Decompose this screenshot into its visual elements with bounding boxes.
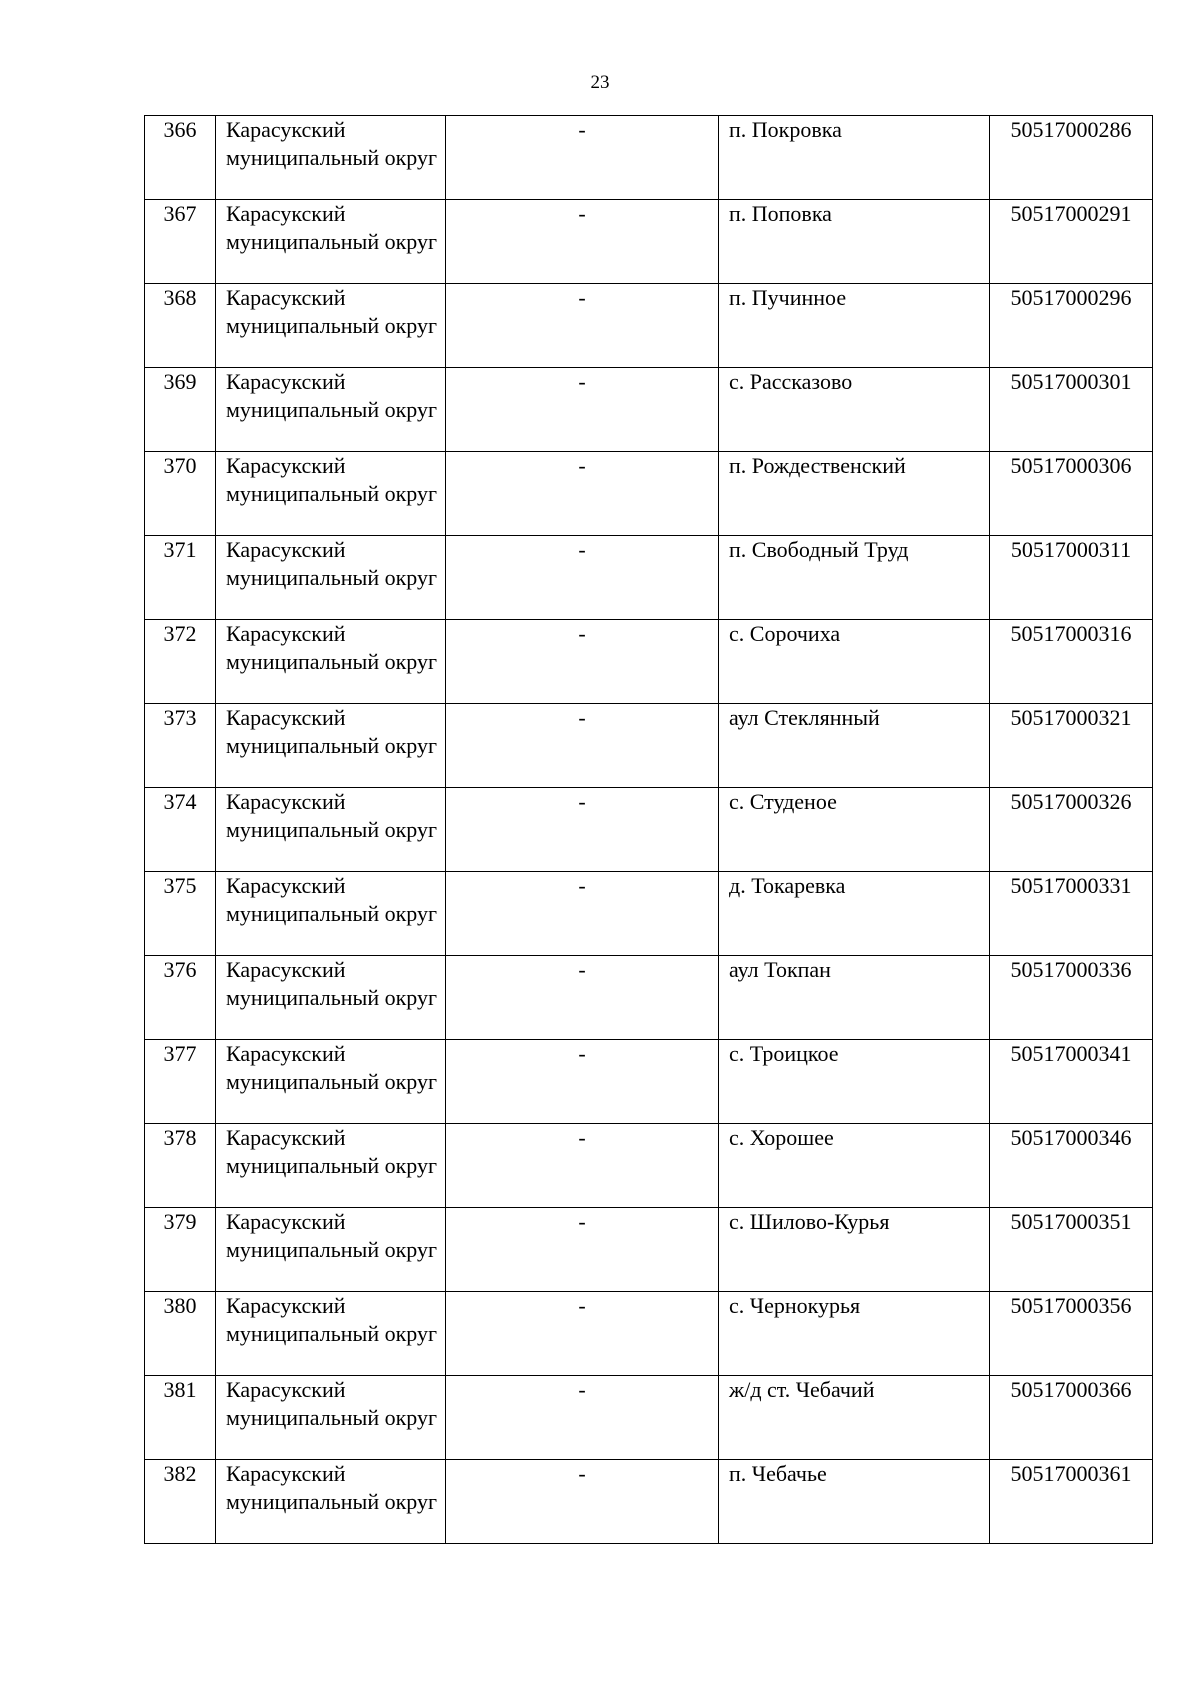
locality-cell-text: п. Свободный Труд: [729, 537, 909, 562]
settlement-cell: [446, 620, 719, 704]
row-number-cell-text: 372: [163, 621, 197, 646]
row-number-cell: [145, 1040, 216, 1124]
row-number-cell-text: 370: [163, 453, 197, 478]
municipality-cell-text: Карасукский муниципальный округ: [226, 873, 438, 926]
row-number-cell-text: 375: [163, 873, 197, 898]
locality-cell: [719, 1208, 990, 1292]
locality-cell: [719, 368, 990, 452]
row-number-cell: [145, 1124, 216, 1208]
municipality-cell: [216, 200, 446, 284]
settlement-cell-text: -: [578, 453, 586, 478]
oktmo-code-cell-text: 50517000286: [1010, 117, 1132, 142]
table-row: [145, 620, 1153, 704]
settlements-table: [144, 115, 1153, 1544]
oktmo-code-cell: [990, 620, 1153, 704]
municipality-cell-text: Карасукский муниципальный округ: [226, 1125, 438, 1178]
table-row: [145, 788, 1153, 872]
table-row: [145, 368, 1153, 452]
locality-cell-text: с. Чернокурья: [729, 1293, 861, 1318]
table-row: [145, 956, 1153, 1040]
oktmo-code-cell-text: 50517000311: [1010, 537, 1132, 562]
settlement-cell: [446, 200, 719, 284]
row-number-cell-text: 368: [163, 285, 197, 310]
table-row: [145, 1460, 1153, 1544]
row-number-cell-text: 366: [163, 117, 197, 142]
oktmo-code-cell-text: 50517000346: [1010, 1125, 1132, 1150]
row-number-cell: [145, 1292, 216, 1376]
oktmo-code-cell-text: 50517000301: [1010, 369, 1132, 394]
locality-cell: [719, 620, 990, 704]
settlement-cell-text: -: [578, 201, 586, 226]
oktmo-code-cell: [990, 704, 1153, 788]
municipality-cell-text: Карасукский муниципальный округ: [226, 537, 438, 590]
settlement-cell: [446, 788, 719, 872]
municipality-cell: [216, 1460, 446, 1544]
row-number-cell-text: 381: [163, 1377, 197, 1402]
locality-cell-text: аул Токпан: [729, 957, 831, 982]
row-number-cell: [145, 368, 216, 452]
oktmo-code-cell-text: 50517000336: [1010, 957, 1132, 982]
municipality-cell-text: Карасукский муниципальный округ: [226, 621, 438, 674]
locality-cell-text: п. Поповка: [729, 201, 832, 226]
row-number-cell-text: 374: [163, 789, 197, 814]
row-number-cell: [145, 956, 216, 1040]
table-row: [145, 200, 1153, 284]
row-number-cell: [145, 620, 216, 704]
settlement-cell-text: -: [578, 705, 586, 730]
municipality-cell-text: Карасукский муниципальный округ: [226, 117, 438, 170]
row-number-cell-text: 380: [163, 1293, 197, 1318]
oktmo-code-cell: [990, 1124, 1153, 1208]
locality-cell: [719, 788, 990, 872]
row-number-cell-text: 376: [163, 957, 197, 982]
row-number-cell-text: 377: [163, 1041, 197, 1066]
table-row: [145, 872, 1153, 956]
municipality-cell: [216, 1208, 446, 1292]
settlement-cell: [446, 956, 719, 1040]
oktmo-code-cell-text: 50517000341: [1010, 1041, 1132, 1066]
oktmo-code-cell: [990, 1292, 1153, 1376]
locality-cell: [719, 1292, 990, 1376]
settlement-cell-text: -: [578, 369, 586, 394]
oktmo-code-cell: [990, 788, 1153, 872]
table-row: [145, 1124, 1153, 1208]
row-number-cell: [145, 200, 216, 284]
oktmo-code-cell-text: 50517000331: [1010, 873, 1132, 898]
settlement-cell: [446, 1040, 719, 1124]
oktmo-code-cell-text: 50517000361: [1010, 1461, 1132, 1486]
table-row: [145, 1292, 1153, 1376]
row-number-cell-text: 371: [163, 537, 197, 562]
settlement-cell: [446, 704, 719, 788]
locality-cell-text: п. Рождественский: [729, 453, 906, 478]
oktmo-code-cell-text: 50517000296: [1010, 285, 1132, 310]
locality-cell-text: ж/д ст. Чебачий: [729, 1377, 875, 1402]
locality-cell-text: с. Рассказово: [729, 369, 853, 394]
locality-cell-text: д. Токаревка: [729, 873, 846, 898]
settlement-cell-text: -: [578, 957, 586, 982]
oktmo-code-cell-text: 50517000356: [1010, 1293, 1132, 1318]
row-number-cell: [145, 704, 216, 788]
locality-cell: [719, 1040, 990, 1124]
locality-cell-text: с. Хорошее: [729, 1125, 834, 1150]
municipality-cell: [216, 788, 446, 872]
municipality-cell-text: Карасукский муниципальный округ: [226, 1293, 438, 1346]
oktmo-code-cell: [990, 872, 1153, 956]
oktmo-code-cell: [990, 368, 1153, 452]
settlement-cell: [446, 1124, 719, 1208]
municipality-cell: [216, 368, 446, 452]
table-row: [145, 1040, 1153, 1124]
municipality-cell-text: Карасукский муниципальный округ: [226, 1041, 438, 1094]
municipality-cell: [216, 1292, 446, 1376]
settlement-cell-text: -: [578, 1041, 586, 1066]
municipality-cell: [216, 620, 446, 704]
municipality-cell: [216, 452, 446, 536]
row-number-cell-text: 378: [163, 1125, 197, 1150]
municipality-cell-text: Карасукский муниципальный округ: [226, 957, 438, 1010]
municipality-cell: [216, 1124, 446, 1208]
municipality-cell-text: Карасукский муниципальный округ: [226, 201, 438, 254]
locality-cell-text: с. Троицкое: [729, 1041, 839, 1066]
oktmo-code-cell: [990, 1208, 1153, 1292]
oktmo-code-cell: [990, 116, 1153, 200]
municipality-cell: [216, 1376, 446, 1460]
settlement-cell: [446, 1208, 719, 1292]
oktmo-code-cell-text: 50517000351: [1010, 1209, 1132, 1234]
page-number: 23: [590, 72, 610, 93]
municipality-cell-text: Карасукский муниципальный округ: [226, 1377, 438, 1430]
oktmo-code-cell-text: 50517000321: [1010, 705, 1132, 730]
locality-cell-text: с. Сорочиха: [729, 621, 841, 646]
settlement-cell: [446, 284, 719, 368]
table-row: [145, 116, 1153, 200]
municipality-cell-text: Карасукский муниципальный округ: [226, 285, 438, 338]
settlement-cell-text: -: [578, 285, 586, 310]
locality-cell-text: с. Шилово-Курья: [729, 1209, 890, 1234]
table-row: [145, 1208, 1153, 1292]
locality-cell: [719, 452, 990, 536]
municipality-cell: [216, 116, 446, 200]
row-number-cell: [145, 452, 216, 536]
municipality-cell-text: Карасукский муниципальный округ: [226, 705, 438, 758]
row-number-cell: [145, 872, 216, 956]
row-number-cell: [145, 788, 216, 872]
locality-cell: [719, 1376, 990, 1460]
row-number-cell-text: 379: [163, 1209, 197, 1234]
locality-cell: [719, 284, 990, 368]
municipality-cell-text: Карасукский муниципальный округ: [226, 369, 438, 422]
settlement-cell: [446, 1460, 719, 1544]
table-body: [145, 116, 1153, 1544]
row-number-cell: [145, 284, 216, 368]
municipality-cell: [216, 872, 446, 956]
settlement-cell: [446, 1376, 719, 1460]
settlement-cell-text: -: [578, 1209, 586, 1234]
settlement-cell-text: -: [578, 1293, 586, 1318]
oktmo-code-cell: [990, 536, 1153, 620]
locality-cell-text: п. Пучинное: [729, 285, 847, 310]
row-number-cell-text: 367: [163, 201, 197, 226]
row-number-cell-text: 369: [163, 369, 197, 394]
settlement-cell: [446, 368, 719, 452]
locality-cell-text: с. Студеное: [729, 789, 837, 814]
locality-cell: [719, 536, 990, 620]
row-number-cell-text: 373: [163, 705, 197, 730]
table-row: [145, 704, 1153, 788]
oktmo-code-cell: [990, 1460, 1153, 1544]
row-number-cell: [145, 1376, 216, 1460]
settlement-cell: [446, 536, 719, 620]
municipality-cell: [216, 704, 446, 788]
locality-cell: [719, 116, 990, 200]
locality-cell: [719, 704, 990, 788]
settlement-cell-text: -: [578, 873, 586, 898]
locality-cell-text: аул Стеклянный: [729, 705, 880, 730]
settlement-cell: [446, 452, 719, 536]
oktmo-code-cell-text: 50517000326: [1010, 789, 1132, 814]
table-row: [145, 284, 1153, 368]
oktmo-code-cell: [990, 200, 1153, 284]
settlement-cell-text: -: [578, 1461, 586, 1486]
table-row: [145, 1376, 1153, 1460]
locality-cell-text: п. Чебачье: [729, 1461, 827, 1486]
oktmo-code-cell: [990, 284, 1153, 368]
oktmo-code-cell: [990, 956, 1153, 1040]
municipality-cell: [216, 284, 446, 368]
settlement-cell-text: -: [578, 789, 586, 814]
row-number-cell-text: 382: [163, 1461, 197, 1486]
settlement-cell-text: -: [578, 1125, 586, 1150]
settlement-cell-text: -: [578, 1377, 586, 1402]
oktmo-code-cell-text: 50517000291: [1010, 201, 1132, 226]
row-number-cell: [145, 1460, 216, 1544]
table-row: [145, 536, 1153, 620]
settlement-cell: [446, 872, 719, 956]
municipality-cell-text: Карасукский муниципальный округ: [226, 453, 438, 506]
locality-cell: [719, 1124, 990, 1208]
municipality-cell: [216, 536, 446, 620]
row-number-cell: [145, 536, 216, 620]
table-row: [145, 452, 1153, 536]
municipality-cell-text: Карасукский муниципальный округ: [226, 1461, 438, 1514]
oktmo-code-cell-text: 50517000306: [1010, 453, 1132, 478]
oktmo-code-cell: [990, 1376, 1153, 1460]
settlement-cell-text: -: [578, 117, 586, 142]
locality-cell: [719, 1460, 990, 1544]
row-number-cell: [145, 1208, 216, 1292]
municipality-cell: [216, 1040, 446, 1124]
settlement-cell: [446, 1292, 719, 1376]
locality-cell-text: п. Покровка: [729, 117, 842, 142]
oktmo-code-cell-text: 50517000316: [1010, 621, 1132, 646]
locality-cell: [719, 200, 990, 284]
oktmo-code-cell: [990, 1040, 1153, 1124]
settlement-cell-text: -: [578, 621, 586, 646]
row-number-cell: [145, 116, 216, 200]
oktmo-code-cell: [990, 452, 1153, 536]
settlement-cell: [446, 116, 719, 200]
oktmo-code-cell-text: 50517000366: [1010, 1377, 1132, 1402]
municipality-cell-text: Карасукский муниципальный округ: [226, 1209, 438, 1262]
municipality-cell-text: Карасукский муниципальный округ: [226, 789, 438, 842]
municipality-cell: [216, 956, 446, 1040]
settlement-cell-text: -: [578, 537, 586, 562]
locality-cell: [719, 956, 990, 1040]
locality-cell: [719, 872, 990, 956]
